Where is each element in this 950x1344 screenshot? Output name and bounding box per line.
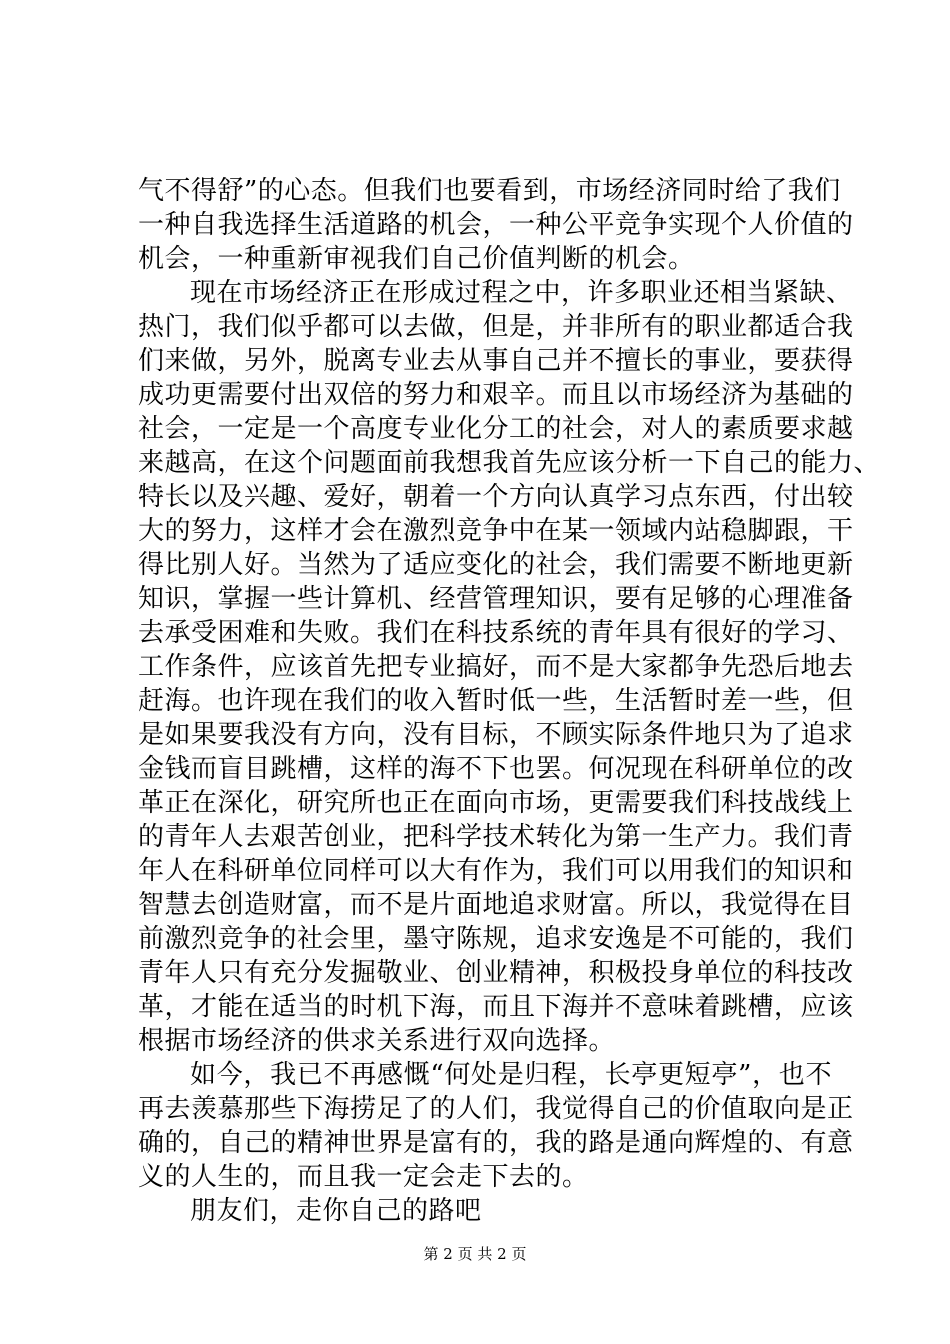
text-line: 气不得舒”的心态。但我们也要看到，市场经济同时给了我们 xyxy=(138,176,841,206)
text-line: 特长以及兴趣、爱好，朝着一个方向认真学习点东西，付出较 xyxy=(138,482,854,512)
text-line: 智慧去创造财富，而不是片面地追求财富。所以，我觉得在目 xyxy=(138,890,854,920)
text-line: 根据市场经济的供求关系进行双向选择。 xyxy=(138,1026,616,1056)
text-line: 来越高，在这个问题面前我想我首先应该分析一下自己的能力、 xyxy=(138,448,881,478)
text-line: 确的，自己的精神世界是富有的，我的路是通向辉煌的、有意 xyxy=(138,1128,854,1158)
text-line: 成功更需要付出双倍的努力和艰辛。而且以市场经济为基础的 xyxy=(138,380,854,410)
text-line: 热门，我们似乎都可以去做，但是，并非所有的职业都适合我 xyxy=(138,312,854,342)
text-line: 社会，一定是一个高度专业化分工的社会，对人的素质要求越 xyxy=(138,414,854,444)
text-line: 机会，一种重新审视我们自己价值判断的机会。 xyxy=(138,244,695,274)
text-line: 再去羡慕那些下海捞足了的人们，我觉得自己的价值取向是正 xyxy=(138,1094,854,1124)
text-line: 革正在深化，研究所也正在面向市场，更需要我们科技战线上 xyxy=(138,788,854,818)
text-line: 赶海。也许现在我们的收入暂时低一些，生活暂时差一些，但 xyxy=(138,686,854,716)
text-line: 金钱而盲目跳槽，这样的海不下也罢。何况现在科研单位的改 xyxy=(138,754,854,784)
text-line: 大的努力，这样才会在激烈竞争中在某一领域内站稳脚跟，干 xyxy=(138,516,854,546)
text-line: 青年人只有充分发掘敬业、创业精神，积极投身单位的科技改 xyxy=(138,958,854,988)
text-line: 革，才能在适当的时机下海，而且下海并不意味着跳槽，应该 xyxy=(138,992,854,1022)
text-line: 年人在科研单位同样可以大有作为，我们可以用我们的知识和 xyxy=(138,856,854,886)
document-body xyxy=(138,174,881,1228)
text-line: 得比别人好。当然为了适应变化的社会，我们需要不断地更新 xyxy=(138,550,854,580)
text-line: 现在市场经济正在形成过程之中，许多职业还相当紧缺、 xyxy=(190,278,853,308)
text-line: 朋友们，走你自己的路吧 xyxy=(190,1196,482,1226)
page-footer: 第 2 页 共 2 页 xyxy=(423,1245,527,1263)
text-line: 的青年人去艰苦创业，把科学技术转化为第一生产力。我们青 xyxy=(138,822,854,852)
text-line: 一种自我选择生活道路的机会，一种公平竞争实现个人价值的 xyxy=(138,210,854,240)
text-line: 义的人生的，而且我一定会走下去的。 xyxy=(138,1162,589,1192)
text-line: 如今，我已不再感慨“何处是归程，长亭更短亭”，也不 xyxy=(190,1060,832,1090)
text-line: 是如果要我没有方向，没有目标，不顾实际条件地只为了追求 xyxy=(138,720,854,750)
text-line: 工作条件，应该首先把专业搞好，而不是大家都争先恐后地去 xyxy=(138,652,854,682)
text-line: 们来做，另外，脱离专业去从事自己并不擅长的事业，要获得 xyxy=(138,346,854,376)
text-line: 前激烈竞争的社会里，墨守陈规，追求安逸是不可能的，我们 xyxy=(138,924,854,954)
text-line: 去承受困难和失败。我们在科技系统的青年具有很好的学习、 xyxy=(138,618,854,648)
text-line: 知识，掌握一些计算机、经营管理知识，要有足够的心理准备 xyxy=(138,584,854,614)
